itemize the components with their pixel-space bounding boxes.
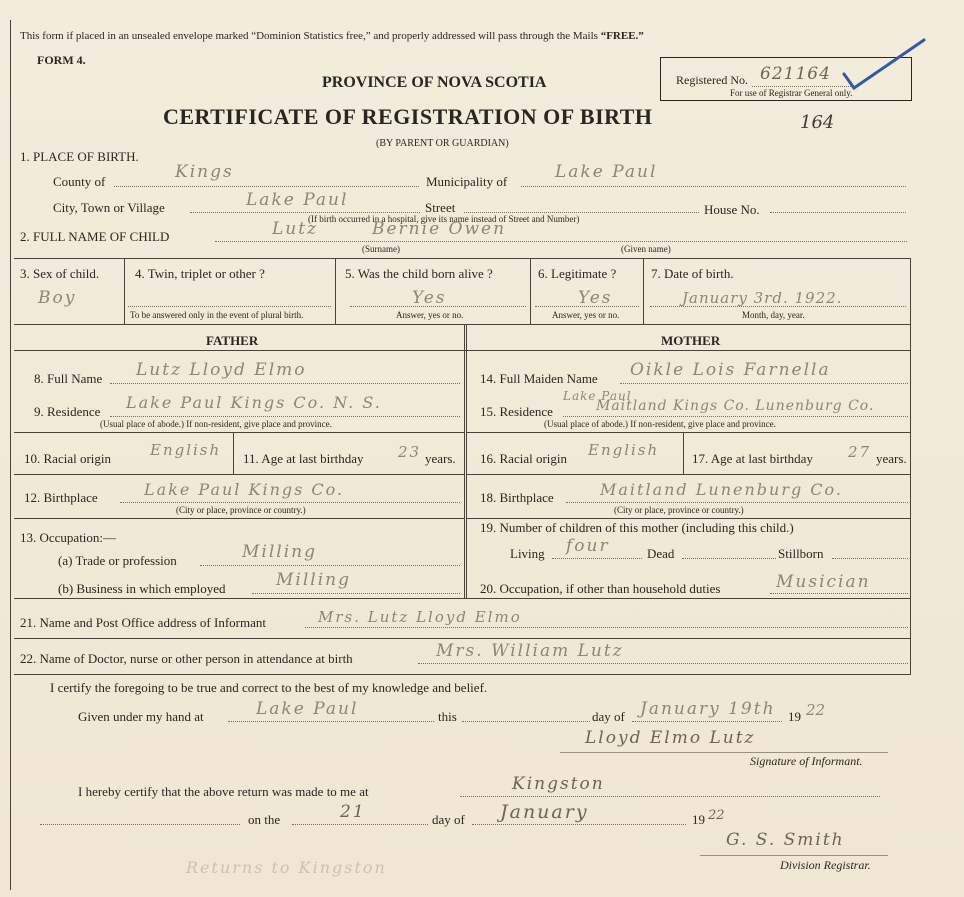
child-given-name-value: Bernie Owen (372, 219, 507, 239)
father-name-value: Lutz Lloyd Elmo (136, 360, 307, 380)
given-under-hand-label: Given under my hand at (78, 709, 204, 724)
form-left-border (10, 20, 11, 890)
attendant-value: Mrs. William Lutz (436, 641, 624, 661)
given-place-value: Lake Paul (256, 699, 359, 719)
father-age-value: 23 (398, 443, 422, 461)
mother-residence-note: (Usual place of abode.) If non-resident, give place and province. (544, 419, 776, 429)
registrar-use-note: For use of Registrar General only. (730, 88, 853, 98)
province-heading: PROVINCE OF NOVA SCOTIA (322, 74, 547, 91)
city-value: Lake Paul (246, 190, 349, 210)
legitimate-note: Answer, yes or no. (552, 310, 620, 320)
father-business-value: Milling (276, 570, 351, 590)
mother-name-label: 14. Full Maiden Name (480, 371, 598, 386)
registrar-day-value: 21 (340, 802, 366, 822)
living-value: four (566, 536, 610, 556)
street-label: Street (425, 200, 456, 215)
registrar-place-value: Kingston (512, 774, 605, 794)
form-number: FORM 4. (37, 53, 86, 67)
date-of-birth-note: Month, day, year. (742, 310, 805, 320)
on-the-label: on the (248, 812, 281, 827)
registrar-year-prefix: 19 (692, 812, 705, 827)
mother-birthplace-value: Maitland Lunenburg Co. (600, 480, 843, 499)
form-right-border (910, 258, 911, 675)
child-surname-value: Lutz (272, 219, 319, 239)
stillborn-label: Stillborn (778, 546, 824, 561)
mother-age-unit: years. (876, 451, 907, 466)
place-of-birth-heading: 1. PLACE OF BIRTH. (20, 149, 139, 164)
registrar-day-of-label: day of (432, 812, 465, 827)
city-label: City, Town or Village (53, 200, 165, 215)
born-alive-value: Yes (412, 288, 447, 308)
father-heading: FATHER (206, 333, 259, 348)
plural-birth-label: 4. Twin, triplet or other ? (135, 266, 265, 281)
father-racial-value: English (150, 441, 222, 459)
sex-label: 3. Sex of child. (20, 266, 100, 281)
father-racial-label: 10. Racial origin (24, 451, 112, 466)
mother-residence-value-line2: Maitland Kings Co. Lunenburg Co. (596, 398, 875, 414)
registrar-statement: I hereby certify that the above return was made to me at (78, 784, 369, 799)
father-name-label: 8. Full Name (34, 371, 103, 386)
municipality-value: Lake Paul (555, 162, 658, 182)
registrar-signature: G. S. Smith (726, 830, 845, 850)
legitimate-label: 6. Legitimate ? (538, 266, 617, 281)
date-of-birth-label: 7. Date of birth. (651, 266, 734, 281)
given-year-value: 22 (806, 701, 826, 719)
certificate-subtitle: (BY PARENT OR GUARDIAN) (376, 138, 509, 149)
father-age-unit: years. (425, 451, 456, 466)
father-occupation-label: 13. Occupation:— (20, 530, 117, 545)
informant-signature-label: Signature of Informant. (750, 754, 863, 768)
mother-heading: MOTHER (661, 333, 721, 348)
mother-residence-value-line1: Lake Paul (563, 389, 632, 403)
mother-occupation-value: Musician (776, 572, 871, 592)
child-name-label: 2. FULL NAME OF CHILD (20, 229, 170, 244)
father-residence-value: Lake Paul Kings Co. N. S. (126, 393, 382, 412)
father-trade-value: Milling (242, 542, 317, 562)
living-label: Living (510, 546, 545, 561)
returns-margin-note: Returns to Kingston (186, 858, 387, 877)
born-alive-label: 5. Was the child born alive ? (345, 266, 493, 281)
given-name-note: (Given name) (621, 244, 671, 254)
father-birthplace-value: Lake Paul Kings Co. (144, 480, 345, 499)
county-value: Kings (175, 162, 234, 182)
father-trade-label: (a) Trade or profession (58, 553, 177, 568)
date-of-birth-value: January 3rd. 1922. (682, 289, 843, 307)
county-label: County of (53, 174, 106, 189)
mother-age-value: 27 (848, 443, 872, 461)
given-date-value: January 19th (640, 699, 776, 719)
given-year-prefix: 19 (788, 709, 801, 724)
registrar-month-value: January (500, 801, 589, 823)
mother-age-label: 17. Age at last birthday (692, 451, 813, 466)
municipality-label: Municipality of (426, 174, 508, 189)
mother-birthplace-label: 18. Birthplace (480, 490, 554, 505)
mother-birthplace-note: (City or place, province or country.) (614, 505, 744, 515)
father-residence-note: (Usual place of abode.) If non-resident, give place and province. (100, 419, 332, 429)
mother-racial-value: English (588, 441, 660, 459)
father-business-label: (b) Business in which employed (58, 581, 226, 596)
father-birthplace-label: 12. Birthplace (24, 490, 98, 505)
registrar-year-value: 22 (708, 808, 725, 823)
margin-number: 164 (800, 112, 835, 133)
informant-signature: Lloyd Elmo Lutz (585, 728, 756, 748)
father-birthplace-note: (City or place, province or country.) (176, 505, 306, 515)
check-mark-icon (840, 34, 930, 94)
informant-value: Mrs. Lutz Lloyd Elmo (318, 608, 522, 626)
legitimate-value: Yes (578, 288, 613, 308)
father-residence-label: 9. Residence (34, 404, 101, 419)
mother-residence-label: 15. Residence (480, 404, 553, 419)
registered-label: Registered No. (676, 73, 748, 87)
father-age-label: 11. Age at last birthday (243, 451, 364, 466)
plural-birth-note: To be answered only in the event of plural birth. (130, 310, 304, 320)
mother-name-value: Oikle Lois Farnella (630, 360, 831, 380)
divider (14, 258, 910, 259)
sex-value: Boy (38, 288, 77, 308)
born-alive-note: Answer, yes or no. (396, 310, 464, 320)
certify-statement: I certify the foregoing to be true and correct to the best of my knowledge and belief. (50, 680, 488, 695)
this-label: this (438, 709, 457, 724)
registrar-signature-label: Division Registrar. (780, 858, 871, 872)
certificate-title: CERTIFICATE OF REGISTRATION OF BIRTH (163, 104, 653, 129)
mother-occupation-label: 20. Occupation, if other than household duties (480, 581, 721, 596)
informant-label: 21. Name and Post Office address of Informant (20, 615, 266, 630)
dead-label: Dead (647, 546, 675, 561)
hospital-note: (If birth occurred in a hospital, give its name instead of Street and Number) (308, 214, 580, 224)
attendant-label: 22. Name of Doctor, nurse or other person in attendance at birth (20, 651, 353, 666)
postage-notice: This form if placed in an unsealed envelope marked “Dominion Statistics free,” and properly addressed will pass through the Mails “FREE.” (20, 30, 644, 42)
house-no-label: House No. (704, 202, 760, 217)
day-of-label: day of (592, 709, 625, 724)
mother-children-label: 19. Number of children of this mother (including this child.) (480, 520, 794, 535)
surname-note: (Surname) (362, 244, 400, 254)
registered-number: 621164 (760, 64, 831, 84)
mother-racial-label: 16. Racial origin (480, 451, 568, 466)
